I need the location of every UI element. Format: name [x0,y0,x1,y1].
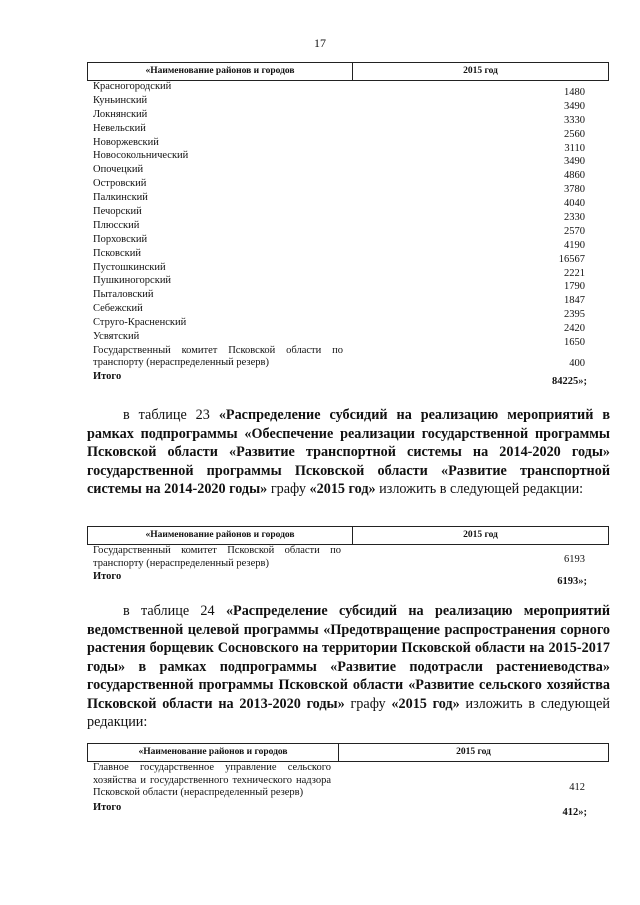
row-value: 3780 [564,184,585,196]
table-row [87,94,609,112]
para-text: графу [344,695,392,712]
table-row [87,136,609,154]
row-value: 3330 [564,114,585,126]
total-value: 6193»; [557,576,587,587]
header-name-column: «Наименование районов и городов [88,527,353,544]
para-text: изложить в следующей редакции: [87,695,611,730]
header-year-column: 2015 год [463,66,498,76]
row-name: Государственный комитет Псковской области по транспорту (нераспределенный резерв) [93,344,343,369]
table-total-row [87,802,609,816]
row-value: 3490 [564,156,585,168]
table-row [87,192,609,210]
row-name: Новосокольнический [93,150,189,162]
row-name: Себежский [93,303,143,315]
row-name: Усвятский [93,331,140,343]
table-row [87,178,609,196]
para-bold-text: «2015 год» [391,695,460,712]
table-row [87,247,609,265]
page-number: 17 [314,36,326,50]
row-value: 2395 [564,309,585,321]
total-value: 412»; [562,807,587,818]
table-row [87,261,609,279]
row-name: Главное государственное управление сельского хозяйства и государственного технического надзора Псковской области (нераспределенный резерв) [93,762,331,798]
table-row [87,233,609,251]
row-value: 6193 [564,554,585,565]
para-text: графу [267,481,310,497]
total-value: 84225»; [552,375,587,387]
agriculture-table [87,743,609,816]
row-name: Локнянский [93,108,148,120]
table-row [87,81,609,98]
districts-table [87,62,609,385]
header-name-column: «Наименование районов и городов [88,744,339,761]
row-name: Куньинский [93,94,148,106]
table-header [87,62,609,81]
row-name: Плюсский [93,219,140,231]
para-text: изложить в следующей редакции: [375,481,584,497]
table-row [87,206,609,224]
table-row [87,545,609,571]
row-value: 2330 [564,212,585,224]
paragraph-table-23 [87,406,610,499]
row-name: Псковский [93,247,141,259]
table-row-committee [87,345,609,371]
table-row [87,150,609,168]
row-value: 2560 [564,128,585,140]
total-label: Итого [93,370,122,382]
table-header [87,743,609,762]
row-name: Пушкиногорский [93,275,172,287]
para-bold-text: «Распределение субсидий на реализацию мероприятий ведомственной целевой программы «Предотвращение распространения сорного растения борщевик Сосновского на территории Псковской области на 2015-2017 годы» в рамках подпрограммы «Развитие подотрасли растениеводства» государственной программы Псковской области «Развитие сельского хозяйства Псковской области на 2013-2020 годы» [87,603,610,712]
row-name: Государственный комитет Псковской области по транспорту (нераспределенный резерв) [93,545,341,569]
transport-table [87,526,609,585]
row-value: 1480 [564,87,585,98]
row-name: Порховский [93,233,148,245]
row-name: Струго-Красненский [93,317,187,329]
header-year-column: 2015 год [463,530,498,540]
row-value: 400 [569,357,585,369]
header-year-column: 2015 год [456,747,491,757]
row-value: 412 [569,782,585,793]
table-row [87,762,609,802]
table-row [87,303,609,321]
row-name: Пыталовский [93,289,154,301]
table-row [87,289,609,307]
row-value: 2570 [564,225,585,237]
row-value: 16567 [558,253,585,265]
table-row [87,219,609,237]
table-row [87,317,609,335]
row-value: 1650 [564,337,585,349]
row-name: Новоржевский [93,136,159,148]
para-bold-text: «Распределение субсидий на реализацию мероприятий в рамках подпрограммы «Обеспечение реализации государственной программы Псковской области «Развитие транспортной системы на 2014-2020 годы» государственной программы Псковской области «Развитие транспортной системы на 2014-2020 годы» [87,407,610,497]
table-total-row [87,571,609,585]
row-value: 2420 [564,323,585,335]
row-name: Печорский [93,206,142,218]
para-text: в таблице 24 [123,603,226,619]
table-row [87,331,609,349]
row-value: 4860 [564,170,585,182]
row-value: 1847 [564,295,585,307]
header-name-column: «Наименование районов и городов [88,63,353,80]
total-label: Итого [93,802,122,813]
row-value: 2221 [564,267,585,279]
row-name: Островский [93,178,147,190]
para-bold-text: «2015 год» [309,481,376,497]
row-name: Пустошкинский [93,261,166,273]
row-value: 1790 [564,281,585,293]
table-total-row [87,371,609,385]
table-header [87,526,609,545]
table-row [87,164,609,182]
row-value: 4040 [564,198,585,210]
row-name: Невельский [93,122,146,134]
row-name: Опочецкий [93,164,144,176]
row-value: 3110 [564,142,585,154]
row-value: 4190 [564,239,585,251]
total-label: Итого [93,571,122,582]
paragraph-table-24 [87,602,610,732]
table-row [87,108,609,126]
row-name: Палкинский [93,192,148,204]
table-row [87,122,609,140]
table-body [87,81,609,349]
para-text: в таблице 23 [123,407,219,423]
row-name: Красногородский [93,81,172,92]
table-row [87,275,609,293]
row-value: 3490 [564,100,585,112]
